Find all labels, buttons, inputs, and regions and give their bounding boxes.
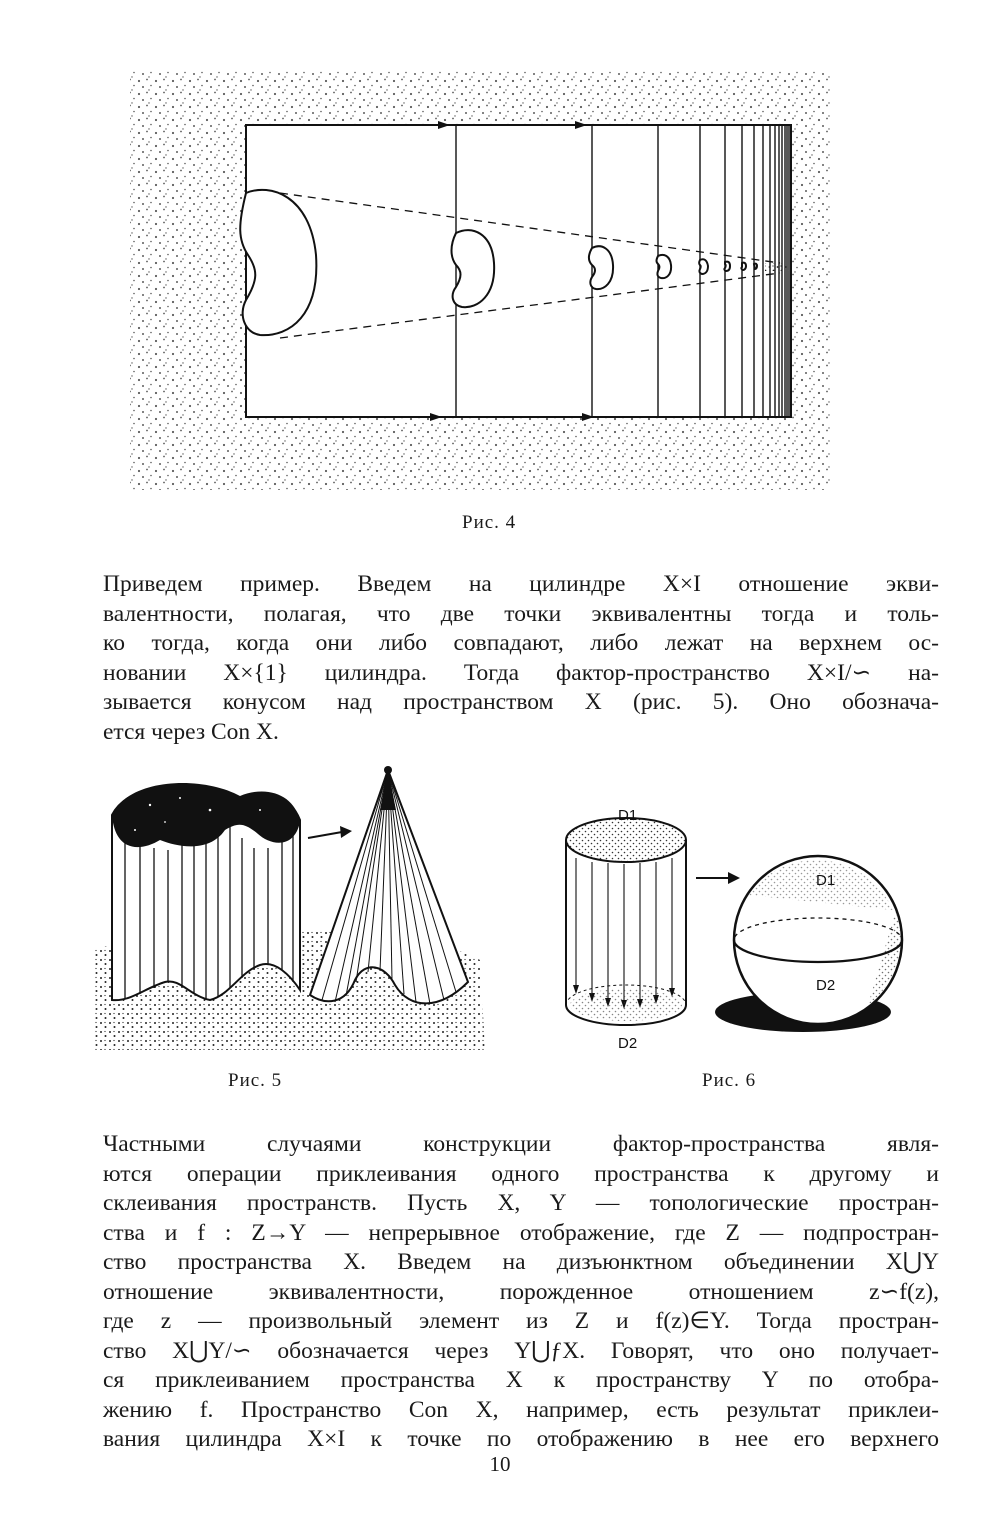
figure-4-caption: Рис. 4: [462, 512, 517, 533]
cylinder-top-disk: [566, 818, 686, 862]
paragraph-1: [103, 570, 939, 747]
text-line: отношение эквивалентности, порожденное отношением z∽f(z),: [103, 1278, 939, 1305]
figure-5: [90, 760, 490, 1060]
cylinder-unrolled-rect: [246, 125, 791, 417]
fig6-arrow: [696, 872, 740, 884]
label-d2-bottom: D2: [618, 1035, 638, 1052]
text-line: Частными случаями конструкции фактор-пространства явля-: [103, 1131, 939, 1157]
text-line: ство X⋃Y/∽ обозначается через Y⋃ƒX. Говорят, что оно получает-: [103, 1337, 939, 1364]
text-line: где z — произвольный элемент из Z и f(z)∈Y. Тогда простран-: [103, 1308, 939, 1334]
fig5-arrow: [308, 826, 352, 838]
text-line: склеивания пространств. Пусть X, Y — топологические простран-: [103, 1190, 939, 1216]
text-line: ство пространства X. Введем на дизъюнктном объединении X⋃Y: [103, 1249, 939, 1275]
paragraph-2: [103, 1130, 939, 1455]
figure-6: [548, 800, 928, 1060]
text-line: вания цилиндра X×I к точке по отображению в нее его верхнего: [103, 1426, 939, 1452]
label-d2-sphere: D2: [816, 977, 836, 994]
text-line: ко тогда, когда они либо совпадают, либо лежат на верхнем ос-: [103, 630, 939, 656]
text-line: валентности, полагая, что две точки эквивалентны тогда и толь-: [103, 600, 939, 627]
label-d1-sphere: D1: [816, 872, 836, 889]
text-line: новании X×{1} цилиндра. Тогда фактор-пространство X×I/∽ на-: [103, 659, 939, 686]
text-line: Приведем пример. Введем на цилиндре X×I отношение экви-: [103, 571, 939, 597]
text-line: ется через Con X.: [103, 718, 279, 745]
figure-4: [120, 65, 840, 505]
cylinder-top-black: [112, 783, 300, 847]
text-line: ся приклеиванием пространства X к пространству Y по отобра-: [103, 1367, 939, 1393]
label-d1-top: D1: [618, 807, 638, 824]
page-number: 10: [489, 1452, 511, 1476]
figure-6-caption: Рис. 6: [702, 1070, 757, 1091]
text-line: жению f. Пространство Con X, например, есть результат приклеи-: [103, 1396, 939, 1423]
text-line: зывается конусом над пространством X (рис. 5). Оно обознача-: [103, 689, 939, 715]
text-line: ства и f : Z→Y — непрерывное отображение, где Z — подпростран-: [103, 1219, 939, 1246]
text-line: ются операции приклеивания одного пространства к другому и: [103, 1160, 939, 1187]
figure-5-caption: Рис. 5: [228, 1070, 283, 1091]
